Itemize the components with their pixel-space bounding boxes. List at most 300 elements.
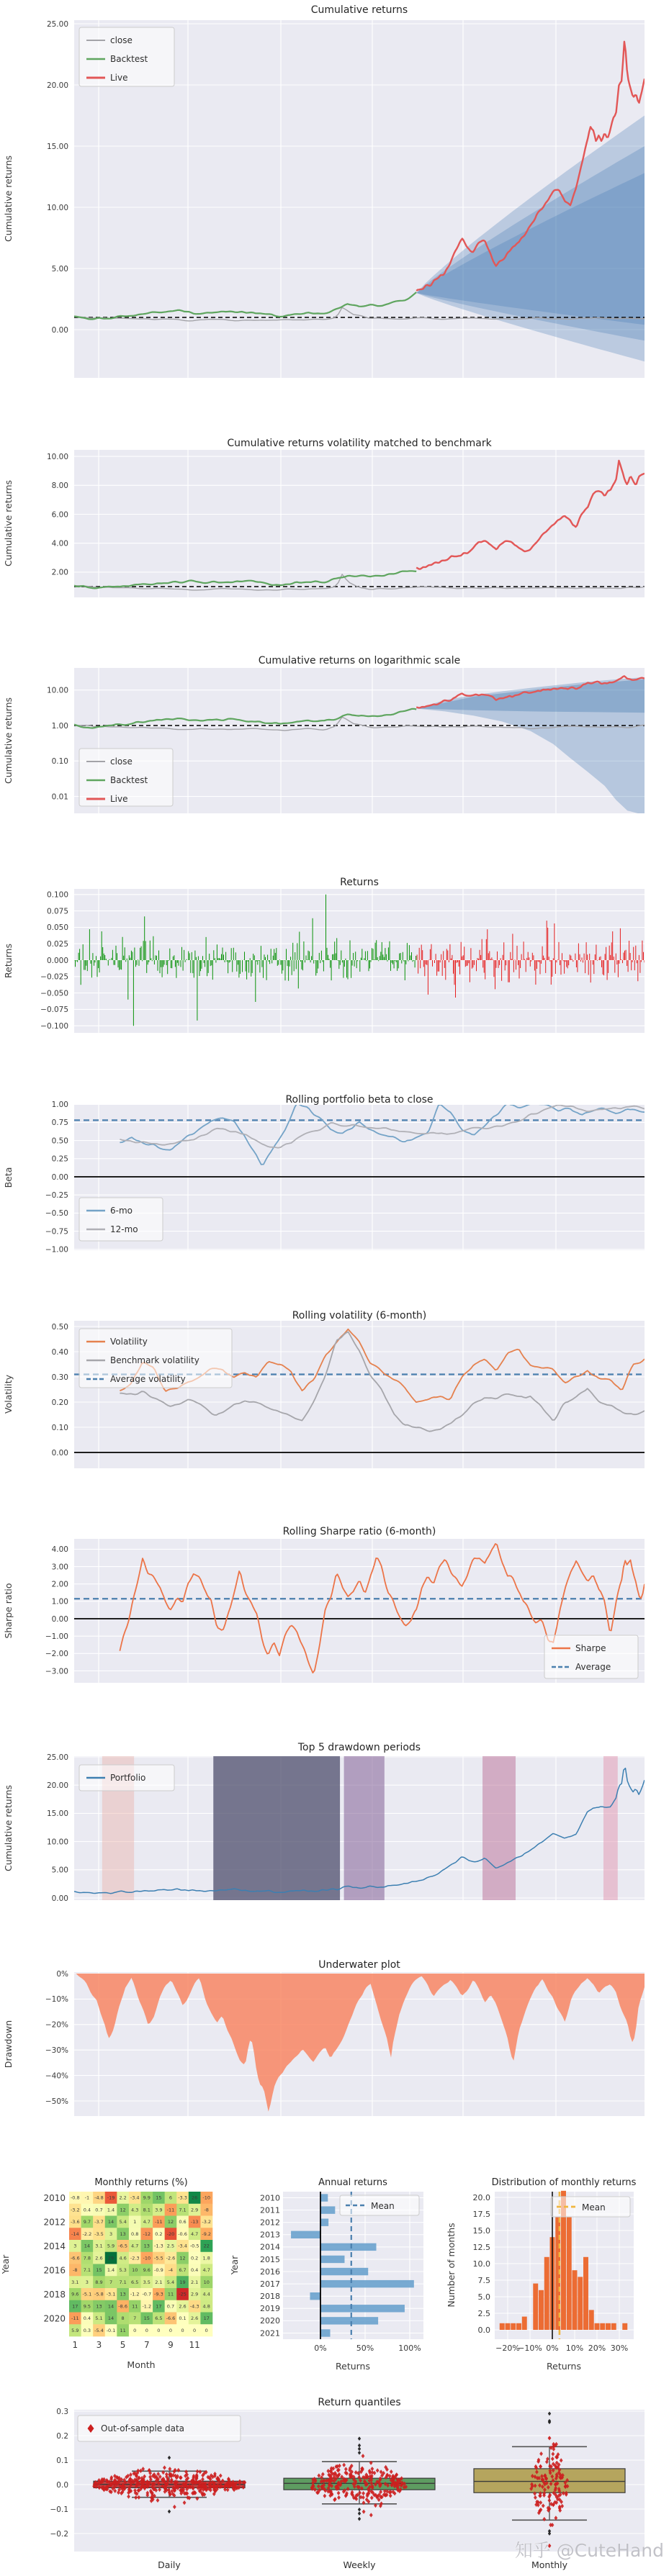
svg-text:2.6: 2.6 [190,2315,199,2322]
svg-text:5.00: 5.00 [51,1866,68,1875]
svg-text:−0.075: −0.075 [40,1005,68,1015]
svg-text:5.00: 5.00 [51,264,68,274]
svg-text:-3.2: -3.2 [70,2207,80,2213]
title-log-scale: Cumulative returns on logarithmic scale [258,655,461,666]
svg-text:2015: 2015 [260,2254,280,2264]
svg-text:0.050: 0.050 [46,923,68,933]
watermark: 知乎 @CuteHand [514,2540,664,2561]
svg-text:0.00: 0.00 [51,1448,68,1458]
svg-text:−0.1: −0.1 [50,2505,68,2514]
svg-text:-3.6: -3.6 [70,2219,80,2225]
svg-text:0.4: 0.4 [83,2315,91,2322]
svg-text:0: 0 [145,2327,148,2333]
svg-text:0.10: 0.10 [51,1423,68,1432]
ylabel-beta: Beta [3,1167,14,1188]
svg-text:-2.3: -2.3 [130,2255,140,2261]
svg-text:15: 15 [143,2315,150,2322]
svg-text:1.00: 1.00 [51,1101,68,1109]
svg-text:14: 14 [107,2219,115,2225]
svg-text:−0.25: −0.25 [45,1191,68,1200]
svg-text:7.1: 7.1 [83,2267,91,2274]
svg-text:0%: 0% [56,1969,68,1979]
svg-text:3.5: 3.5 [143,2279,151,2285]
svg-text:4.7: 4.7 [190,2231,199,2237]
svg-text:11: 11 [167,2291,174,2297]
svg-text:3: 3 [85,2279,89,2285]
legend-label-oos: Out-of-sample data [101,2423,185,2433]
svg-text:0.4: 0.4 [190,2267,199,2274]
svg-text:15.00: 15.00 [46,1809,68,1819]
svg-text:10.0: 10.0 [472,2259,490,2269]
svg-text:−0.025: −0.025 [40,972,68,982]
svg-text:4.7: 4.7 [131,2243,139,2249]
annual_returns-plot [260,2192,423,2353]
svg-text:-5.8: -5.8 [94,2291,104,2297]
svg-text:−1.00: −1.00 [45,1245,68,1255]
svg-text:0.2: 0.2 [190,2255,199,2261]
svg-text:0: 0 [205,2327,208,2333]
svg-text:−0.050: −0.050 [40,989,68,998]
svg-text:26: 26 [191,2195,198,2201]
svg-text:1.00: 1.00 [51,721,68,731]
svg-text:14: 14 [107,2315,115,2322]
svg-text:-11: -11 [166,2207,175,2213]
svg-text:-6.5: -6.5 [118,2243,127,2249]
svg-text:7.1: 7.1 [179,2207,187,2213]
svg-text:4.6: 4.6 [119,2255,127,2261]
svg-text:5.9: 5.9 [71,2327,79,2333]
svg-text:0.40: 0.40 [51,1347,68,1357]
svg-text:4.8: 4.8 [202,2303,210,2310]
legend-label-6mo: 6-mo [110,1206,133,1216]
svg-text:17: 17 [203,2315,210,2322]
svg-text:13: 13 [143,2243,150,2249]
svg-text:7: 7 [109,2279,113,2285]
svg-text:2010: 2010 [260,2193,280,2203]
svg-text:10: 10 [203,2279,210,2285]
legend-rolling-beta [79,1198,163,1241]
title-drawdown-periods: Top 5 drawdown periods [297,1742,421,1753]
svg-text:2011: 2011 [260,2205,280,2215]
svg-text:3.00: 3.00 [51,1563,68,1572]
svg-text:0.2: 0.2 [56,2431,68,2441]
svg-text:0.00: 0.00 [51,325,68,335]
svg-text:2.00: 2.00 [51,568,68,577]
svg-text:-0.6: -0.6 [178,2231,187,2237]
svg-text:15: 15 [156,2195,162,2201]
svg-text:10.00: 10.00 [46,452,68,461]
svg-text:8.00: 8.00 [51,482,68,491]
svg-text:-3.3: -3.3 [178,2195,187,2201]
svg-text:6: 6 [169,2195,173,2201]
xtick-daily: Daily [158,2559,181,2570]
svg-text:7: 7 [133,2315,137,2322]
svg-text:2012: 2012 [43,2217,66,2228]
svg-text:2018: 2018 [43,2289,66,2300]
svg-text:15: 15 [96,2267,102,2274]
svg-text:2010: 2010 [43,2192,66,2203]
svg-text:0: 0 [193,2327,197,2333]
svg-text:-19: -19 [107,2195,115,2201]
svg-text:0.30: 0.30 [51,1373,68,1382]
svg-text:25.00: 25.00 [46,1753,68,1762]
svg-text:-5.1: -5.1 [82,2291,92,2297]
svg-text:17: 17 [72,2303,78,2310]
labels-layer [0,4,664,2570]
svg-text:0.7: 0.7 [95,2207,103,2213]
legend-label-backtest: Backtest [110,775,148,785]
svg-text:-8: -8 [204,2207,209,2213]
xlabel-returns-dist: Returns [547,2361,581,2372]
title-vol-matched: Cumulative returns volatility matched to benchmark [227,438,492,449]
svg-text:2017: 2017 [260,2279,280,2289]
ylabel-cum-returns-1: Cumulative returns [3,155,14,243]
svg-text:20.0: 20.0 [472,2192,490,2202]
svg-text:0: 0 [181,2327,184,2333]
svg-text:-1.2: -1.2 [142,2303,152,2310]
svg-text:10.00: 10.00 [46,686,68,695]
svg-text:−30%: −30% [45,2046,68,2055]
svg-text:2.1: 2.1 [190,2279,199,2285]
svg-text:0.00: 0.00 [51,1172,68,1182]
svg-text:0.3: 0.3 [83,2327,91,2333]
svg-text:13: 13 [120,2231,126,2237]
svg-text:3.1: 3.1 [71,2279,79,2285]
svg-text:−0.75: −0.75 [45,1227,68,1237]
svg-text:0.075: 0.075 [46,907,68,916]
svg-text:−20%: −20% [495,2344,520,2353]
legend-rolling-volatility [79,1329,232,1388]
svg-text:-9.2: -9.2 [202,2231,212,2237]
svg-text:-0.1: -0.1 [106,2327,116,2333]
svg-text:0.1: 0.1 [56,2456,68,2465]
svg-text:3.9: 3.9 [155,2207,163,2213]
svg-text:17: 17 [156,2303,162,2310]
svg-text:-3.7: -3.7 [94,2219,104,2225]
ylabel-cum-returns-2: Cumulative returns [3,479,14,567]
svg-text:0.2: 0.2 [155,2231,163,2237]
svg-text:0.10: 0.10 [51,757,68,767]
svg-text:−3.00: −3.00 [45,1667,68,1676]
ylabel-drawdown: Drawdown [3,2020,14,2069]
title-returns: Returns [340,877,379,888]
legend-cumulative-returns [79,27,174,86]
svg-text:9.5: 9.5 [83,2303,91,2310]
svg-text:-20: -20 [166,2231,175,2237]
svg-text:2016: 2016 [43,2265,66,2276]
svg-text:11: 11 [189,2340,200,2350]
svg-text:-3.5: -3.5 [94,2231,104,2237]
svg-text:5: 5 [120,2340,126,2350]
svg-text:0.25: 0.25 [51,1154,68,1164]
svg-text:4.00: 4.00 [51,539,68,548]
svg-text:0%: 0% [314,2344,327,2353]
svg-text:5.0: 5.0 [477,2292,490,2302]
svg-text:13: 13 [96,2303,102,2310]
ylabel-sharpe-ratio: Sharpe ratio [3,1583,14,1639]
svg-text:2014: 2014 [43,2241,66,2251]
ylabel-year-annual: Year [229,2255,240,2275]
svg-text:6.00: 6.00 [51,510,68,520]
svg-text:-4.3: -4.3 [189,2303,199,2310]
svg-text:2016: 2016 [260,2267,280,2277]
svg-text:1.4: 1.4 [107,2207,115,2213]
svg-text:−0.50: −0.50 [45,1209,68,1219]
svg-text:0.1: 0.1 [179,2315,187,2322]
svg-text:5.4: 5.4 [119,2219,127,2225]
svg-text:9.7: 9.7 [83,2219,91,2225]
xtick-weekly: Weekly [343,2559,376,2570]
svg-text:-0.7: -0.7 [142,2291,152,2297]
plots-layer [40,20,645,2552]
svg-text:2.9: 2.9 [190,2207,199,2213]
svg-text:2018: 2018 [260,2292,280,2302]
svg-text:-5.5: -5.5 [154,2255,163,2261]
title-monthly-heatmap: Monthly returns (%) [94,2177,188,2188]
svg-text:-11: -11 [155,2219,163,2225]
svg-text:0.6: 0.6 [179,2219,187,2225]
legend-dist-mean [551,2197,630,2217]
svg-text:12: 12 [120,2207,126,2213]
svg-text:−50%: −50% [45,2097,68,2106]
legend-label-close: close [110,35,133,45]
svg-text:12: 12 [167,2219,174,2225]
svg-text:3.1: 3.1 [95,2243,103,2249]
svg-text:-4: -4 [168,2267,174,2274]
svg-text:5.4: 5.4 [166,2279,175,2285]
legend-label-12mo: 12-mo [110,1224,138,1234]
svg-text:-10: -10 [202,2195,211,2201]
legend-label-average-vol: Average volatility [110,1374,186,1384]
svg-text:10%: 10% [565,2344,584,2353]
svg-text:-2.6: -2.6 [166,2255,176,2261]
title-rolling-sharpe: Rolling Sharpe ratio (6-month) [282,1526,436,1537]
svg-text:-6.6: -6.6 [166,2315,176,2322]
svg-text:22: 22 [203,2243,210,2249]
svg-text:4.00: 4.00 [51,1545,68,1555]
svg-text:8: 8 [121,2315,125,2322]
svg-text:-4.8: -4.8 [94,2195,104,2201]
title-rolling-volatility: Rolling volatility (6-month) [292,1310,427,1321]
svg-text:9.6: 9.6 [143,2267,151,2274]
svg-text:10.00: 10.00 [46,203,68,212]
svg-text:2.6: 2.6 [179,2303,187,2310]
legend-annual-mean [340,2195,419,2215]
svg-text:50%: 50% [356,2344,374,2353]
svg-text:-8: -8 [73,2267,78,2274]
legend-label-live: Live [110,794,128,804]
svg-text:1.8: 1.8 [202,2255,210,2261]
title-cumulative-returns: Cumulative returns [310,4,408,16]
svg-text:2.9: 2.9 [190,2291,199,2297]
legend-box [544,1635,638,1678]
svg-text:100%: 100% [398,2344,421,2353]
svg-text:-10: -10 [143,2255,151,2261]
svg-text:2.00: 2.00 [51,1580,68,1589]
svg-text:0.3: 0.3 [56,2407,68,2416]
svg-text:-3.1: -3.1 [106,2291,116,2297]
svg-text:5.3: 5.3 [119,2267,127,2274]
legend-label-mean: Mean [371,2201,395,2211]
svg-text:19: 19 [179,2279,186,2285]
svg-text:25.00: 25.00 [46,19,68,29]
svg-text:0: 0 [169,2327,173,2333]
svg-text:−40%: −40% [45,2071,68,2081]
svg-text:0.000: 0.000 [46,956,68,965]
svg-text:0.100: 0.100 [46,890,68,900]
svg-text:-25: -25 [179,2291,187,2297]
svg-text:30%: 30% [610,2344,629,2353]
xtick-monthly: Monthly [531,2559,568,2570]
svg-text:14: 14 [84,2243,91,2249]
svg-text:6.5: 6.5 [155,2315,163,2322]
svg-text:0.50: 0.50 [51,1322,68,1332]
svg-text:20.00: 20.00 [46,1781,68,1790]
svg-text:0.0: 0.0 [56,2480,68,2490]
svg-text:−20%: −20% [45,2020,68,2030]
svg-text:15.0: 15.0 [472,2225,490,2236]
legend-rolling-sharpe [544,1635,638,1678]
svg-text:3: 3 [109,2231,113,2237]
svg-text:0.7: 0.7 [166,2303,175,2310]
svg-text:7.1: 7.1 [119,2279,127,2285]
svg-text:12: 12 [179,2255,186,2261]
svg-text:1: 1 [133,2219,137,2225]
svg-text:2020: 2020 [260,2316,280,2326]
svg-text:0.75: 0.75 [51,1118,68,1128]
legend-label-close: close [110,756,133,767]
svg-text:8.9: 8.9 [95,2279,103,2285]
svg-text:4.4: 4.4 [202,2291,210,2297]
svg-text:-3.2: -3.2 [202,2219,212,2225]
svg-text:2014: 2014 [260,2242,280,2252]
svg-text:6.5: 6.5 [131,2279,139,2285]
svg-text:-11: -11 [71,2315,79,2322]
legend-label-volatility: Volatility [110,1337,148,1347]
title-annual-returns: Annual returns [318,2177,387,2188]
svg-text:2.5: 2.5 [477,2308,490,2318]
svg-text:−1.00: −1.00 [45,1632,68,1641]
svg-text:-1: -1 [84,2195,90,2201]
svg-text:2.5: 2.5 [166,2243,175,2249]
legend-drawdown-periods [79,1765,174,1791]
svg-text:1.4: 1.4 [107,2267,115,2274]
svg-text:-3.4: -3.4 [130,2195,140,2201]
svg-text:-3.4: -3.4 [178,2243,187,2249]
svg-text:0.4: 0.4 [83,2207,91,2213]
ylabel-cum-returns-3: Cumulative returns [3,697,14,785]
legend-log-scale [79,749,173,806]
svg-text:11: 11 [120,2327,126,2333]
svg-text:3: 3 [73,2243,77,2249]
svg-text:7.8: 7.8 [83,2255,91,2261]
svg-text:−10%: −10% [45,1995,68,2005]
svg-text:0.00: 0.00 [51,1614,68,1624]
svg-text:1.00: 1.00 [51,1597,68,1606]
svg-text:0.00: 0.00 [51,1894,68,1903]
svg-text:8.1: 8.1 [143,2207,151,2213]
svg-text:−0.100: −0.100 [40,1022,68,1031]
legend-box [79,1198,163,1241]
svg-text:2021: 2021 [260,2328,280,2338]
svg-text:-12: -12 [143,2231,151,2237]
ylabel-number-of-months: Number of months [446,2223,457,2308]
svg-text:14: 14 [107,2303,115,2310]
svg-text:0.8: 0.8 [131,2231,139,2237]
svg-text:0.20: 0.20 [51,1398,68,1407]
svg-text:9.6: 9.6 [71,2291,79,2297]
svg-text:5.1: 5.1 [95,2315,103,2322]
svg-text:−0.2: −0.2 [50,2529,68,2539]
legend-label-mean: Mean [582,2202,606,2213]
svg-text:11: 11 [132,2303,138,2310]
svg-text:9.9: 9.9 [143,2195,151,2201]
svg-text:1: 1 [72,2340,78,2350]
svg-text:2.6: 2.6 [95,2255,103,2261]
svg-text:0: 0 [157,2327,161,2333]
legend-label-benchmark-vol: Benchmark volatility [110,1355,199,1365]
svg-text:-6.6: -6.6 [70,2255,80,2261]
legend-label-live: Live [110,73,128,83]
svg-text:-1.3: -1.3 [154,2243,163,2249]
legend-label-portfolio: Portfolio [110,1773,146,1783]
svg-text:0.50: 0.50 [51,1136,68,1146]
svg-text:-8.6: -8.6 [118,2303,127,2310]
svg-text:0: 0 [133,2327,137,2333]
svg-text:-0.9: -0.9 [154,2267,163,2274]
svg-text:2020: 2020 [43,2313,66,2324]
ylabel-year-heatmap: Year [0,2254,11,2274]
svg-text:9: 9 [168,2340,174,2350]
svg-text:-0.5: -0.5 [189,2243,199,2249]
svg-text:3: 3 [96,2340,102,2350]
svg-text:-5.4: -5.4 [94,2327,104,2333]
svg-text:15.00: 15.00 [46,142,68,151]
svg-text:7: 7 [143,2340,150,2350]
ylabel-cum-returns-4: Cumulative returns [3,1784,14,1872]
legend-return-quantiles [78,2415,241,2441]
svg-text:12.5: 12.5 [472,2242,490,2252]
svg-text:-9.3: -9.3 [154,2291,163,2297]
svg-text:4.3: 4.3 [131,2207,139,2213]
svg-text:-2.2: -2.2 [82,2231,92,2237]
title-monthly-distribution: Distribution of monthly returns [491,2177,637,2188]
title-return-quantiles: Return quantiles [318,2397,401,2408]
svg-text:0.025: 0.025 [46,940,68,949]
svg-text:20%: 20% [588,2344,606,2353]
svg-text:-1.2: -1.2 [130,2291,140,2297]
svg-text:7.5: 7.5 [477,2275,490,2285]
svg-text:5.9: 5.9 [107,2243,115,2249]
svg-text:2013: 2013 [260,2230,280,2240]
svg-text:2.1: 2.1 [155,2279,163,2285]
svg-text:0%: 0% [546,2344,559,2353]
svg-text:-14: -14 [71,2231,79,2237]
xlabel-month: Month [127,2359,156,2370]
svg-text:6.7: 6.7 [179,2267,187,2274]
svg-text:29: 29 [107,2255,115,2261]
svg-text:10: 10 [132,2267,138,2274]
svg-text:-0.8: -0.8 [70,2195,80,2201]
legend-label-sharpe: Sharpe [575,1643,606,1653]
title-underwater: Underwater plot [318,1959,400,1971]
svg-text:13: 13 [120,2291,126,2297]
svg-text:-13: -13 [190,2219,199,2225]
svg-text:2012: 2012 [260,2218,280,2228]
ylabel-volatility: Volatility [3,1375,14,1414]
svg-text:17.5: 17.5 [472,2209,490,2219]
xlabel-returns-annual: Returns [336,2361,370,2372]
